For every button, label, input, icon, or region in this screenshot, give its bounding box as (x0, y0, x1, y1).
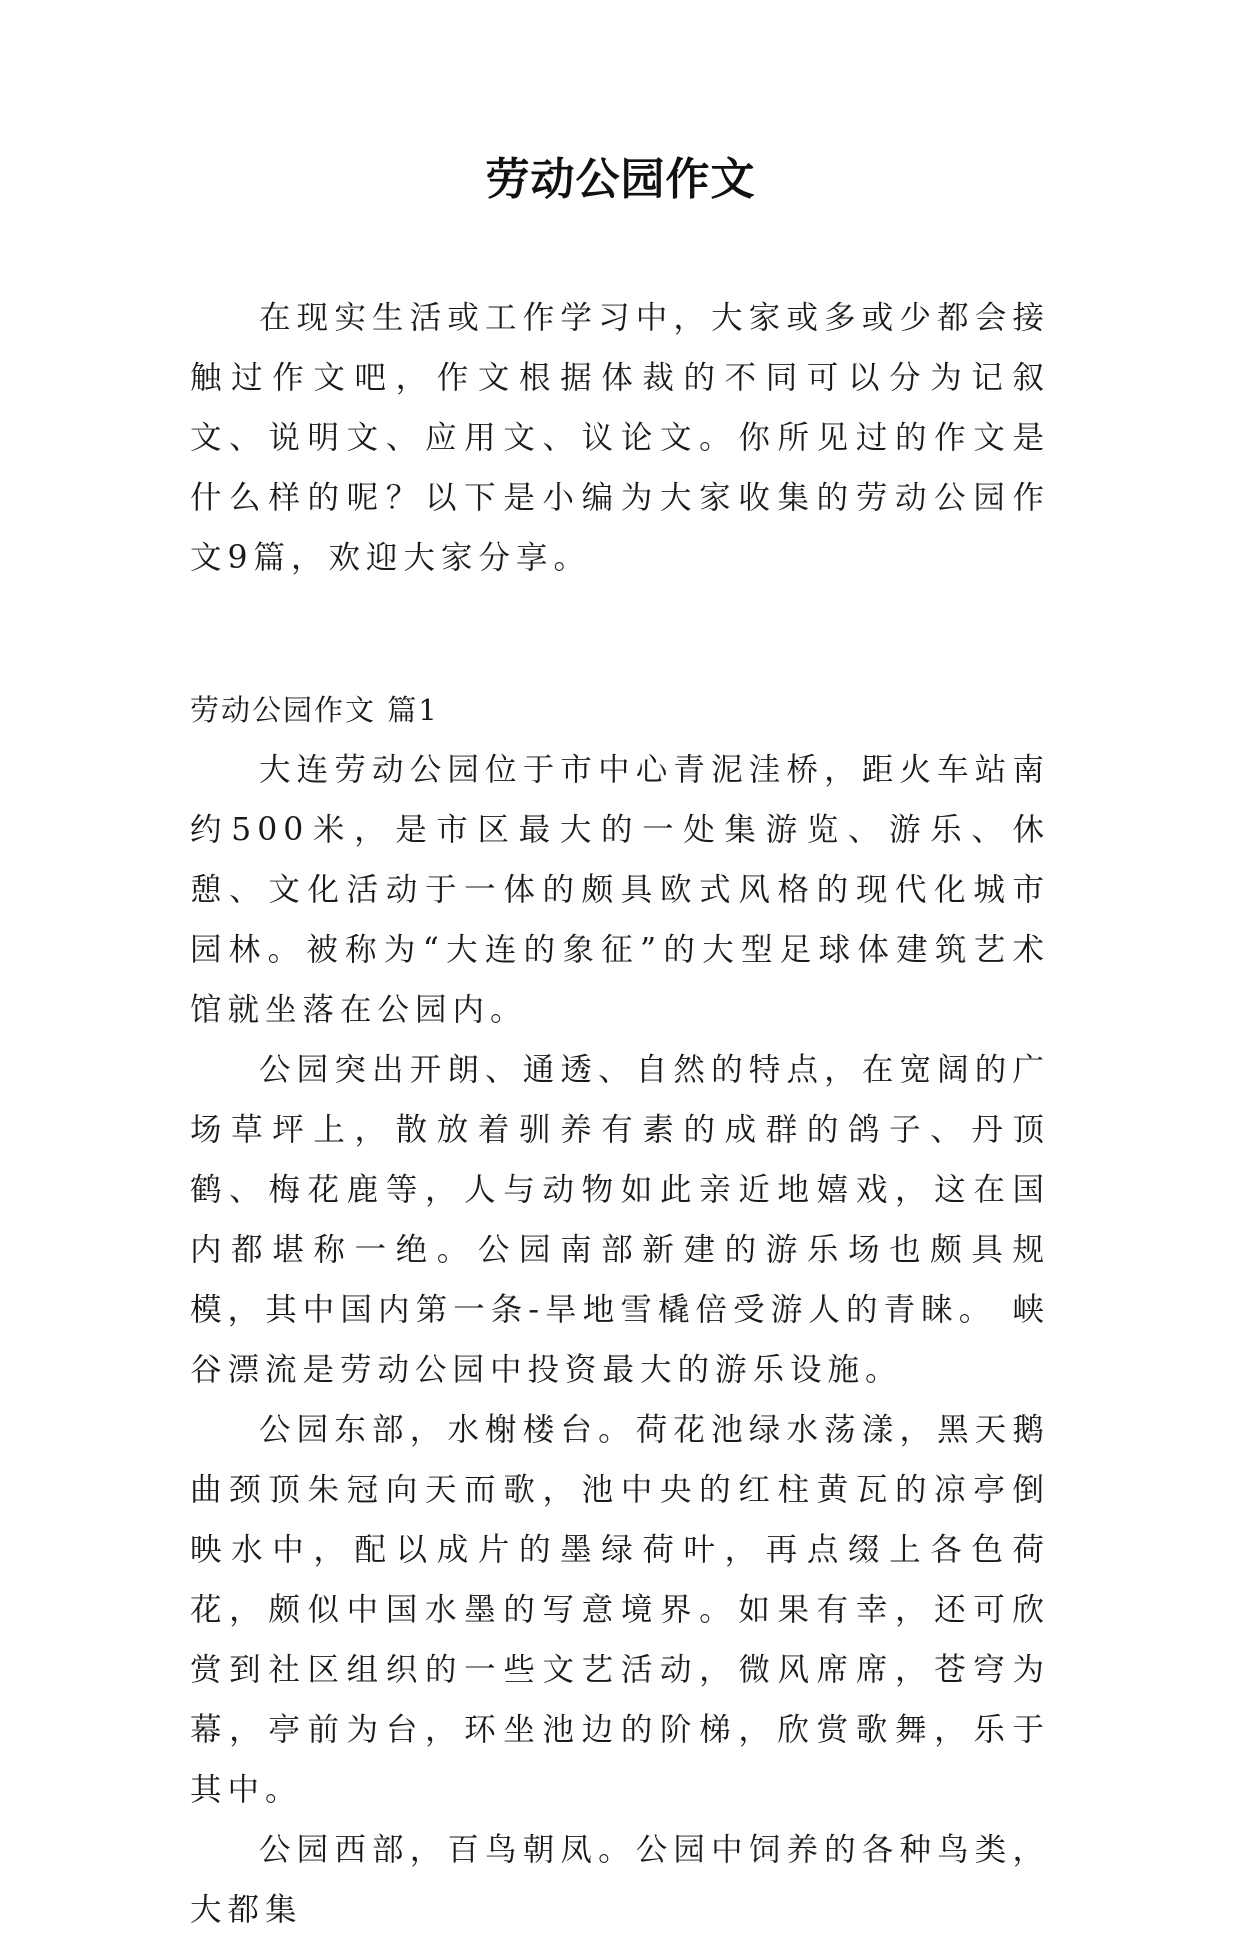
intro-paragraph: 在现实生活或工作学习中，大家或多或少都会接触过作文吧，作文根据体裁的不同可以分为记叙文、说明文、应用文、议论文。你所见过的作文是什么样的呢？以下是小编为大家收集的劳动公园作文9篇，欢迎大家分享。 (190, 300, 1050, 576)
body-paragraph: 公园西部，百鸟朝凤。公园中饲养的各种鸟类，大都集 (190, 1832, 1050, 1928)
section-spacer (190, 588, 1050, 680)
document-title: 劳动公园作文 (485, 154, 756, 205)
body-paragraph: 大连劳动公园位于市中心青泥洼桥，距火车站南约500米，是市区最大的一处集游览、游乐、休憩、文化活动于一体的颇具欧式风格的现代化城市园林。被称为“大连的象征”的大型足球体建筑艺术馆就坐落在公园内。 (190, 752, 1050, 1028)
section-heading: 劳动公园作文 篇1 (190, 693, 439, 727)
body-paragraph: 公园东部，水榭楼台。荷花池绿水荡漾，黑天鹅曲颈顶朱冠向天而歌，池中央的红柱黄瓦的凉亭倒映水中，配以成片的墨绿荷叶，再点缀上各色荷花，颇似中国水墨的写意境界。如果有幸，还可欣赏到社区组织的一些文艺活动，微风席席，苍穹为幕，亭前为台，环坐池边的阶梯，欣赏歌舞，乐于其中。 (190, 1412, 1050, 1808)
document-body (190, 288, 1050, 1940)
body-paragraph: 公园突出开朗、通透、自然的特点，在宽阔的广场草坪上，散放着驯养有素的成群的鸽子、丹顶鹤、梅花鹿等，人与动物如此亲近地嬉戏，这在国内都堪称一绝。公园南部新建的游乐场也颇具规模，其中国内第一条-旱地雪橇倍受游人的青睐。 峡谷漂流是劳动公园中投资最大的游乐设施。 (190, 1052, 1050, 1388)
